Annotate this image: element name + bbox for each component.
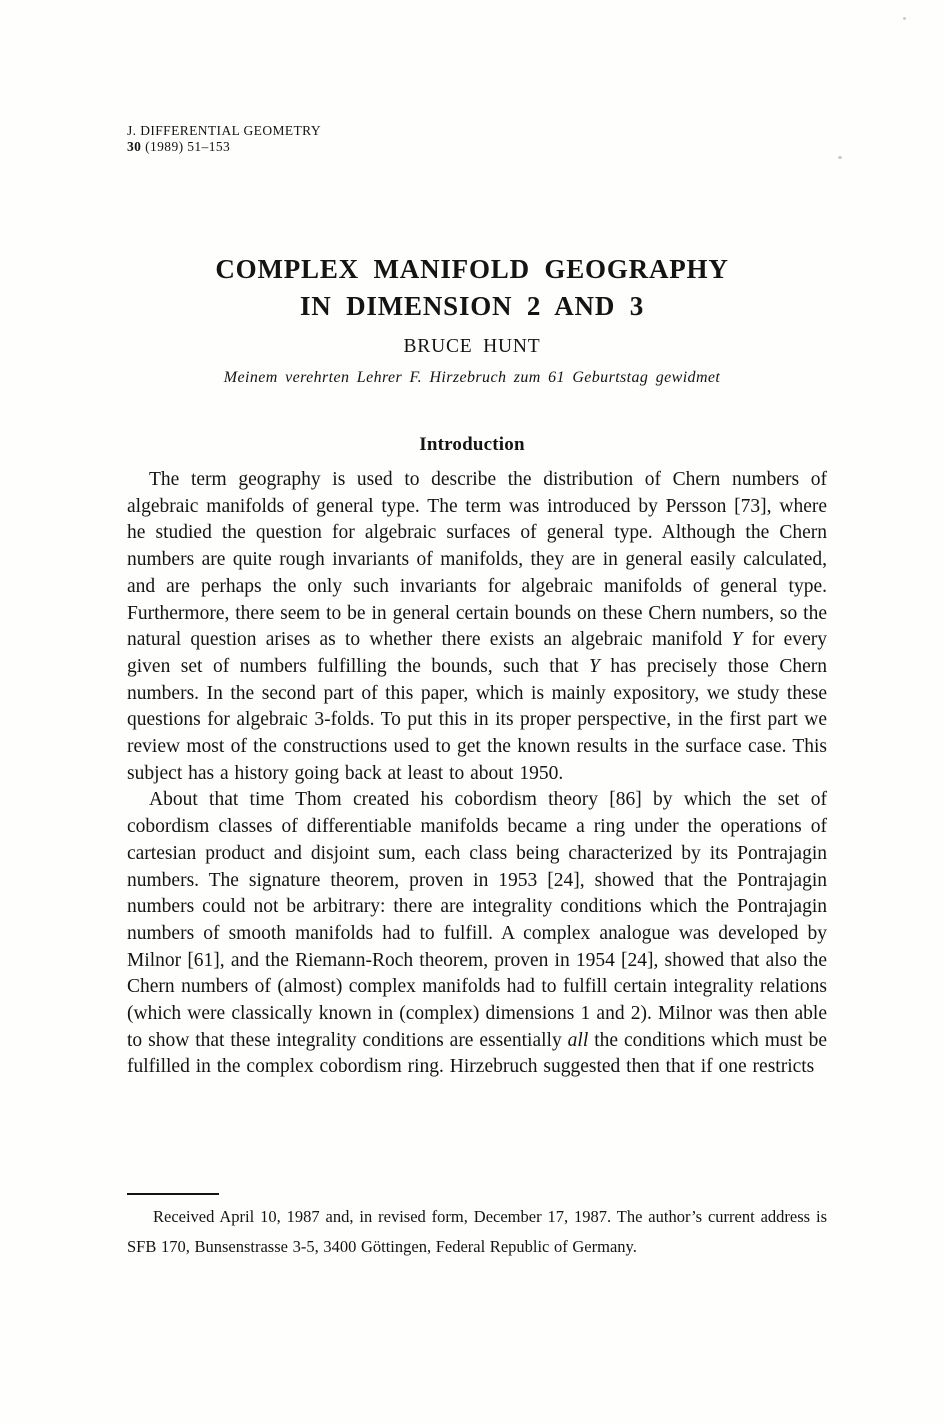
italic-text-run: all [567, 1029, 589, 1051]
received-footnote: Received April 10, 1987 and, in revised form, December 17, 1987. The author’s current address is SFB 170, Bunsenstrasse 3-5, 3400 Göttingen, Federal Republic of Germany. [127, 1207, 827, 1256]
italic-text-run: Y [731, 629, 743, 651]
article-title [0, 251, 944, 325]
text-run: the conditions which must be fulfilled in the complex cobordism ring. Hirzebruch suggested then that if one restricts [127, 1029, 827, 1078]
journal-running-head [127, 123, 321, 155]
body-paragraph [127, 787, 827, 1081]
journal-issue-pages: (1989) 51–153 [145, 139, 231, 154]
footnote-block [127, 1193, 827, 1261]
footnote-rule [127, 1193, 219, 1195]
scan-artifact [838, 156, 842, 159]
text-run: for every given set of numbers fulfilling the bounds, such that [127, 629, 827, 677]
section-heading-introduction: Introduction [419, 434, 525, 455]
article-title-line1: COMPLEX MANIFOLD GEOGRAPHY [215, 254, 729, 284]
body-paragraph [127, 467, 827, 787]
author-name: BRUCE HUNT [403, 336, 541, 357]
text-run: The term geography is used to describe the distribution of Chern numbers of algebraic manifolds of general type. The term was introduced by Persson [73], where he studied the question for algebraic surfaces of general type. Although the Chern numbers are quite rough invariants of manifolds, they are in general easily calculated, and are perhaps the only such invariants for algebraic manifolds of general type. Furthermore, there seem to be in general certain bounds on these Chern numbers, so the natural question arises as to whether there exists an algebraic manifold [127, 469, 827, 651]
article-title-line2: IN DIMENSION 2 AND 3 [299, 291, 645, 321]
journal-volume: 30 [127, 139, 142, 154]
italic-text-run: Y [589, 655, 600, 677]
text-run: has precisely those Chern numbers. In the second part of this paper, which is mainly expository, we study these questions for algebraic 3-folds. To put this in its proper perspective, in the first part we review most of the constructions used to get the known results in the surface case. This subject has a history going back at least to about 1950. [127, 655, 827, 784]
article-body [127, 467, 827, 1081]
dedication-line: Meinem verehrten Lehrer F. Hirzebruch zum 61 Geburtstag gewidmet [223, 369, 721, 386]
journal-volume-issue [127, 139, 321, 155]
text-run: About that time Thom created his cobordism theory [86] by which the set of cobordism classes of differentiable manifolds became a ring under the operations of cartesian product and disjoint sum, each class being characterized by its Pontrajagin numbers. The signature theorem, proven in 1953 [24], showed that the Pontrajagin numbers could not be arbitrary: there are integrality conditions which the Pontrajagin numbers of smooth manifolds had to fulfill. A complex analogue was developed by Milnor [61], and the Riemann-Roch theorem, proven in 1954 [24], showed that also the Chern numbers of (almost) complex manifolds had to fulfill certain integrality relations (which were classically known in (complex) dimensions 1 and 2). Milnor was then able to show that these integrality conditions are essentially [127, 789, 827, 1051]
scan-artifact [903, 17, 906, 20]
journal-name: J. DIFFERENTIAL GEOMETRY [127, 123, 321, 138]
